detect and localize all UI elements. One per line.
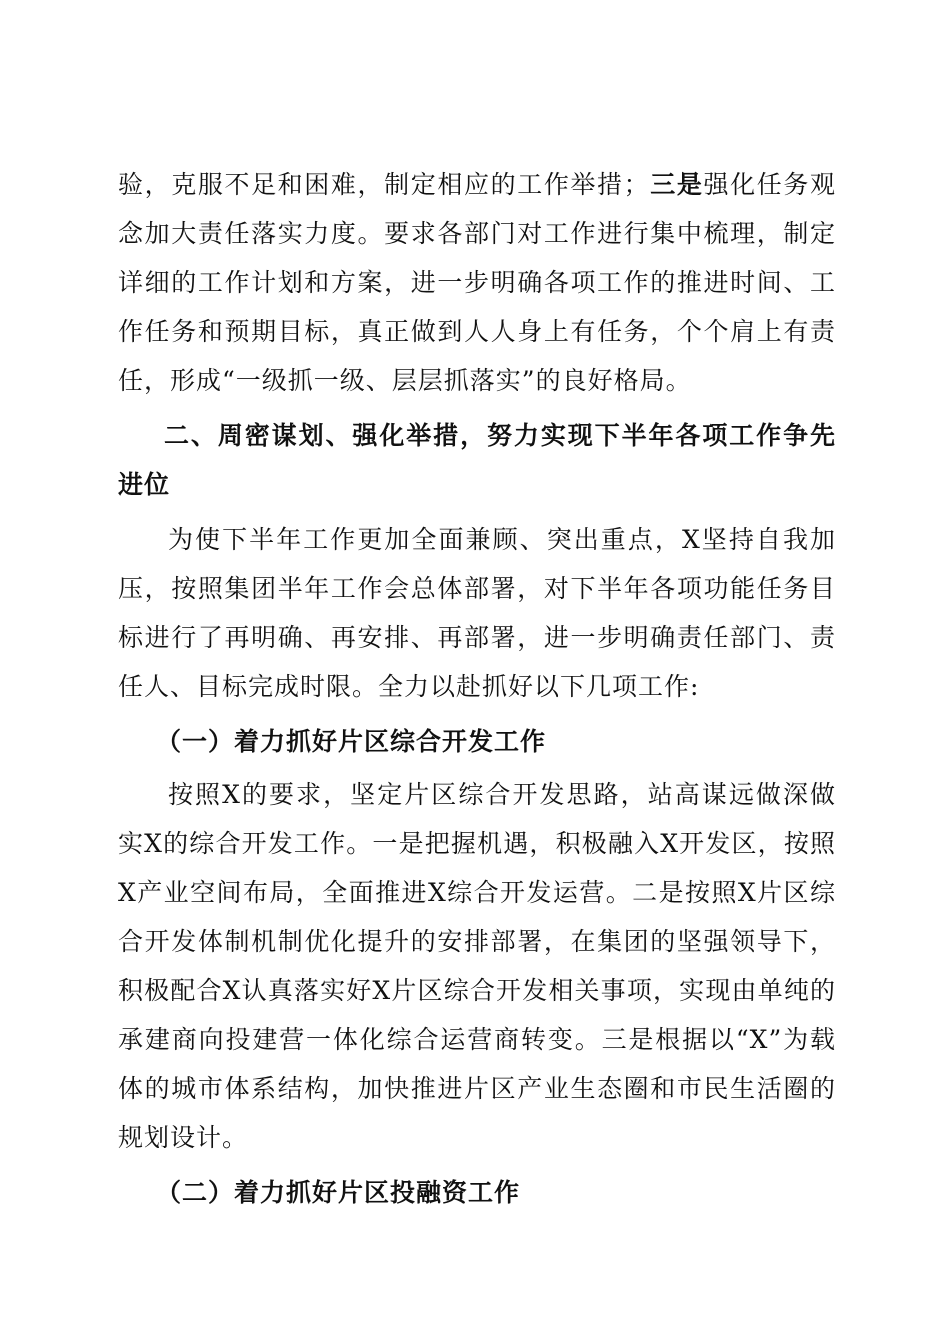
paragraph-text: 验，克服不足和困难，制定相应的工作举措； — [118, 170, 650, 199]
paragraph-plan: 为使下半年工作更加全面兼顾、突出重点，X坚持自我加压，按照集团半年工作会总体部署，对下半年各项功能任务目标进行了再明确、再安排、再部署，进一步明确责任部门、责任人、目标完成时限。全力以赴抓好以下几项工作: — [118, 525, 836, 701]
emphasis-text: 三是 — [649, 170, 704, 199]
paragraph-responsibility — [118, 160, 836, 405]
paragraph-text: 强化任务观念加大责任落实力度。要求各部门对工作进行集中梳理，制定详细的工作计划和方案，进一步明确各项工作的推进时间、工作任务和预期目标，真正做到人人身上有任务，个个肩上有责任，形成“一级抓一级、层层抓落实”的良好格局。 — [118, 170, 836, 395]
section-heading-two: 二、周密谋划、强化举措，努力实现下半年各项工作争先进位 — [118, 421, 836, 499]
document-body — [118, 160, 836, 1221]
paragraph-development: 按照X的要求，坚定片区综合开发思路，站高谋远做深做实X的综合开发工作。一是把握机遇，积极融入X开发区，按照X产业空间布局，全面推进X综合开发运营。二是按照X片区综合开发体制机制优化提升的安排部署，在集团的坚强领导下，积极配合X认真落实好X片区综合开发相关事项，实现由单纯的承建商向投建营一体化综合运营商转变。三是根据以“X”为载体的城市体系结构，加快推进片区产业生态圈和市民生活圈的规划设计。 — [118, 780, 836, 1152]
subheading-development: （一）着力抓好片区综合开发工作 — [156, 727, 547, 756]
subheading-financing: （二）着力抓好片区投融资工作 — [156, 1178, 521, 1207]
